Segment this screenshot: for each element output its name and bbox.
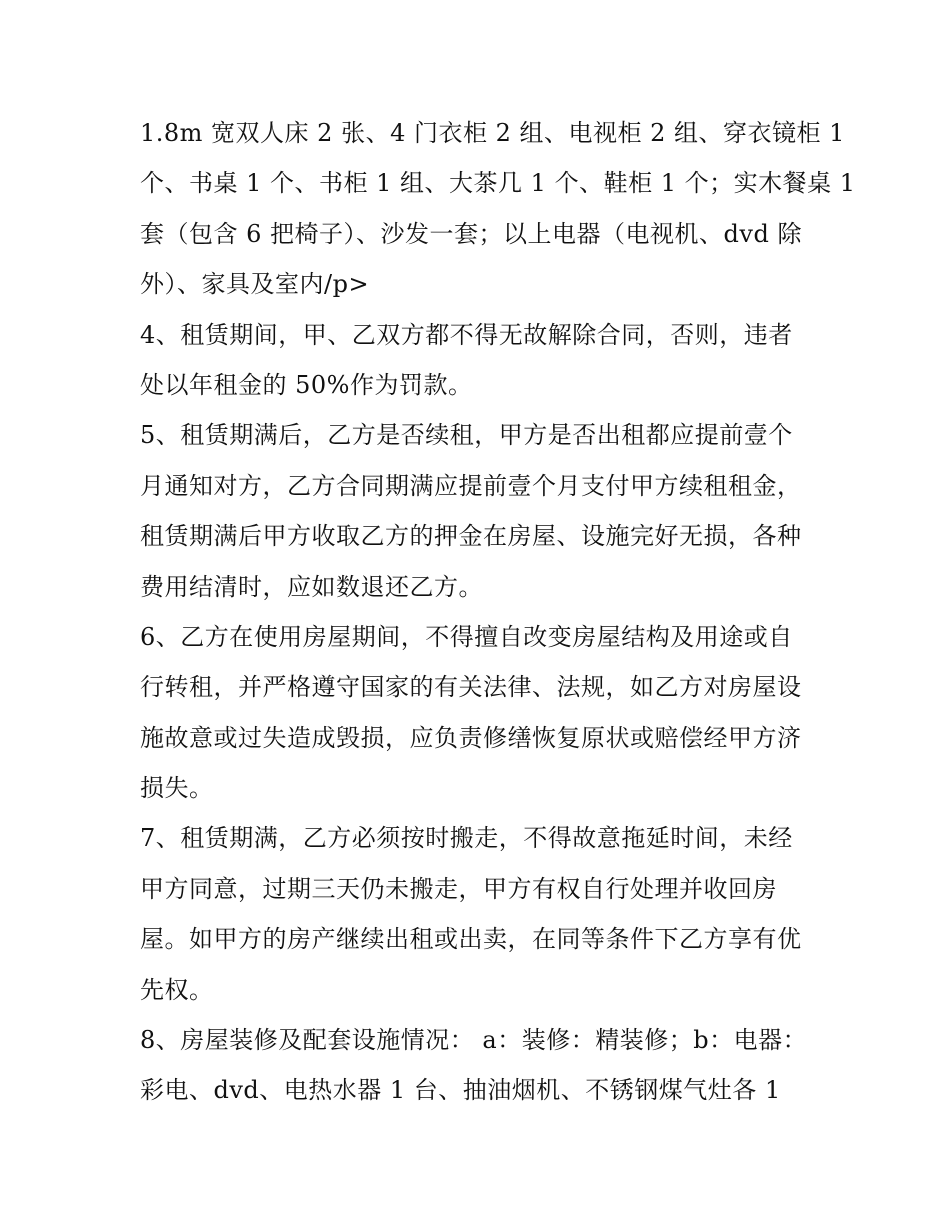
clause-6-line: 6、乙方在使用房屋期间，不得擅自改变房屋结构及用途或自	[140, 622, 793, 651]
clause-6-line: 施故意或过失造成毁损，应负责修缮恢复原状或赔偿经甲方济	[140, 723, 802, 752]
clause-7-line: 7、租赁期满，乙方必须按时搬走，不得故意拖延时间，未经	[140, 824, 793, 853]
clause-5-line: 5、租赁期满后，乙方是否续租，甲方是否出租都应提前壹个	[140, 421, 793, 450]
clause-6-line: 损失。	[140, 774, 214, 803]
clause-7-line: 甲方同意，过期三天仍未搬走，甲方有权自行处理并收回房	[140, 874, 777, 903]
clause-4-line: 4、租赁期间，甲、乙双方都不得无故解除合同，否则，违者	[140, 320, 793, 349]
clause-7-line: 先权。	[140, 975, 214, 1004]
clause-6-line: 行转租，并严格遵守国家的有关法律、法规，如乙方对房屋设	[140, 673, 802, 702]
text-line: 外）、家具及室内/p>	[140, 270, 370, 299]
text-line: 1.8m 宽双人床 2 张、4 门衣柜 2 组、电视柜 2 组、穿衣镜柜 1	[140, 119, 845, 147]
clause-4-line: 处以年租金的 50%作为罚款。	[140, 370, 473, 399]
clause-5-line: 月通知对方，乙方合同期满应提前壹个月支付甲方续租租金，	[140, 471, 802, 500]
clause-5-line: 租赁期满后甲方收取乙方的押金在房屋、设施完好无损，各种	[140, 522, 802, 551]
document-body	[140, 108, 856, 1116]
text-line: 个、书桌 1 个、书柜 1 组、大茶几 1 个、鞋柜 1 个；实木餐桌 1	[140, 169, 856, 198]
clause-8-line: 彩电、dvd、电热水器 1 台、抽油烟机、不锈钢煤气灶各 1	[140, 1076, 781, 1105]
clause-5-line: 费用结清时，应如数退还乙方。	[140, 572, 483, 601]
text-line: 套（包含 6 把椅子）、沙发一套；以上电器（电视机、dvd 除	[140, 219, 802, 248]
clause-8-line: 8、房屋装修及配套设施情况： a：装修：精装修；b：电器：	[140, 1026, 808, 1055]
clause-7-line: 屋。如甲方的房产继续出租或出卖，在同等条件下乙方享有优	[140, 925, 802, 954]
